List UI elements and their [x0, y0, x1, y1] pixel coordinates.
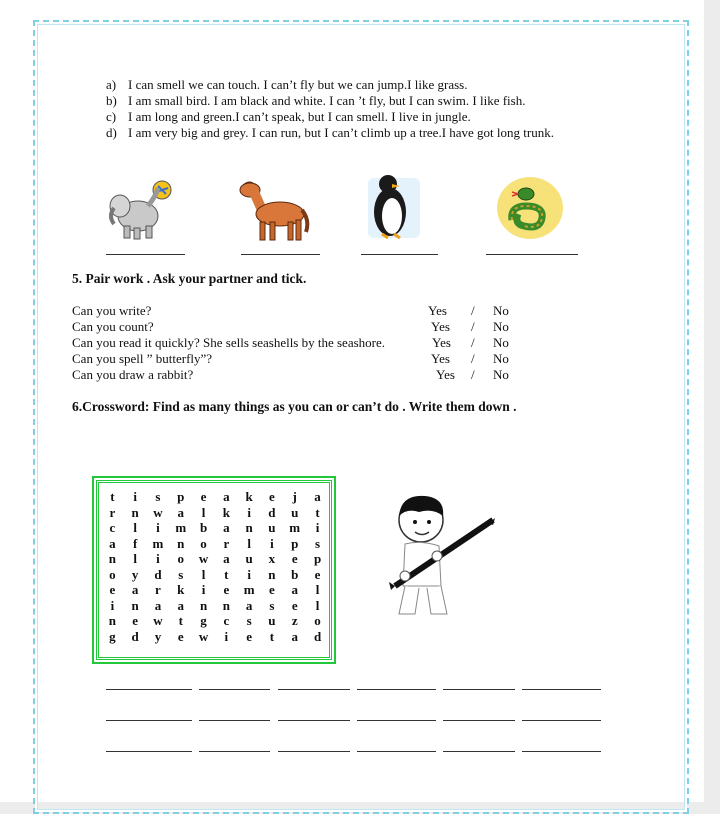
grid-letter[interactable]: g [200, 613, 207, 629]
grid-letter[interactable]: d [313, 628, 322, 644]
snake-picture [496, 176, 564, 240]
write-line[interactable] [106, 720, 192, 721]
grid-letter[interactable]: a [177, 597, 184, 613]
grid-letter[interactable]: l [133, 551, 137, 567]
grid-row [101, 536, 329, 552]
survey-question: Can you draw a rabbit? [72, 367, 194, 382]
grid-letter[interactable]: e [314, 566, 321, 582]
grid-letter[interactable]: w [153, 613, 163, 629]
grid-letter[interactable]: m [175, 520, 187, 536]
grid-letter[interactable]: a [131, 582, 139, 598]
separator: / [471, 367, 475, 382]
grid-letter[interactable]: p [291, 535, 299, 551]
elephant-picture [106, 176, 178, 242]
grid-letter[interactable]: k [245, 489, 253, 505]
grid-letter[interactable]: o [200, 535, 207, 551]
write-line[interactable] [199, 689, 270, 690]
riddle-c: c) I am long and green.I can’t speak, but I can smell. I live in jungle. [106, 109, 471, 124]
separator: / [471, 319, 475, 334]
grid-letter[interactable]: l [133, 520, 137, 536]
write-line[interactable] [278, 751, 350, 752]
yes-option[interactable]: Yes [432, 335, 451, 350]
grid-letter[interactable]: e [132, 613, 139, 629]
answer-line[interactable] [486, 254, 578, 255]
grid-row [101, 551, 329, 567]
survey-question: Can you spell ” butterfly”? [72, 351, 213, 366]
grid-letter[interactable]: l [201, 504, 206, 520]
grid-letter[interactable]: i [270, 535, 274, 551]
grid-letter[interactable]: i [315, 520, 320, 536]
grid-letter[interactable]: b [291, 566, 299, 582]
horse-picture [236, 176, 310, 244]
grid-letter[interactable]: w [198, 551, 209, 567]
grid-letter[interactable]: s [315, 535, 321, 551]
grid-row [101, 567, 329, 583]
penguin-picture [366, 168, 422, 242]
no-option[interactable]: No [493, 367, 509, 382]
grid-letter[interactable]: a [223, 551, 230, 567]
write-line[interactable] [357, 751, 436, 752]
write-line[interactable] [522, 689, 601, 690]
grid-letter[interactable]: a [154, 597, 162, 613]
grid-letter[interactable]: e [200, 489, 207, 505]
grid-letter[interactable]: a [314, 489, 321, 505]
grid-letter[interactable]: a [109, 535, 116, 551]
section-6-heading: 6.Crossword: Find as many things as you can or can’t do . Write them down . [72, 399, 517, 414]
grid-letter[interactable]: u [291, 504, 299, 520]
separator: / [471, 351, 475, 366]
grid-letter[interactable]: n [108, 613, 116, 629]
grid-row [101, 598, 329, 614]
survey-question: Can you write? [72, 303, 152, 318]
grid-letter[interactable]: a [177, 504, 184, 520]
grid-letter[interactable]: t [110, 489, 115, 505]
write-line[interactable] [106, 689, 192, 690]
grid-letter[interactable]: r [223, 535, 230, 551]
separator: / [471, 303, 475, 318]
grid-letter[interactable]: p [313, 551, 322, 567]
grid-letter[interactable]: j [292, 489, 297, 505]
grid-letter[interactable]: d [154, 566, 162, 582]
grid-letter[interactable]: e [177, 628, 184, 644]
write-line[interactable] [199, 720, 270, 721]
grid-letter[interactable]: d [268, 504, 276, 520]
grid-letter[interactable]: n [177, 535, 185, 551]
grid-letter[interactable]: e [291, 551, 298, 567]
no-option[interactable]: No [493, 351, 509, 366]
answer-line[interactable] [106, 254, 185, 255]
grid-letter[interactable]: l [201, 566, 206, 582]
grid-letter[interactable]: e [246, 628, 253, 644]
grid-letter[interactable]: l [315, 582, 320, 598]
word-search-table [101, 489, 329, 644]
grid-letter[interactable]: n [131, 597, 139, 613]
yes-option[interactable]: Yes [436, 367, 455, 382]
grid-letter[interactable]: m [152, 535, 164, 551]
grid-letter[interactable]: a [291, 582, 298, 598]
grid-letter[interactable]: m [243, 582, 255, 598]
grid-letter[interactable]: t [178, 613, 183, 629]
grid-letter[interactable]: x [268, 551, 276, 567]
answer-line[interactable] [361, 254, 438, 255]
grid-letter[interactable]: s [246, 613, 252, 629]
grid-letter[interactable]: u [245, 551, 253, 567]
riddle-d: d) I am very big and grey. I can run, but I can’t climb up a tree.I have got long trunk. [106, 125, 554, 140]
grid-letter[interactable]: n [131, 504, 139, 520]
grid-letter[interactable]: a [291, 628, 298, 644]
grid-letter[interactable]: y [131, 566, 139, 582]
grid-row [101, 629, 329, 645]
grid-letter[interactable]: c [223, 613, 230, 629]
grid-letter[interactable]: f [132, 535, 138, 551]
riddle-a: a) I can smell we can touch. I can’t fly but we can jump.I like grass. [106, 77, 468, 92]
grid-letter[interactable]: l [247, 535, 251, 551]
grid-letter[interactable]: d [131, 628, 139, 644]
write-line[interactable] [522, 751, 601, 752]
grid-row [101, 505, 329, 521]
grid-letter[interactable]: u [268, 613, 276, 629]
no-option[interactable]: No [493, 303, 509, 318]
grid-letter[interactable]: z [291, 613, 298, 629]
grid-letter[interactable]: g [109, 628, 116, 644]
write-line[interactable] [443, 720, 515, 721]
grid-letter[interactable]: i [247, 504, 251, 520]
grid-row [101, 613, 329, 629]
answer-line[interactable] [241, 254, 320, 255]
grid-letter[interactable]: i [156, 551, 160, 567]
boy-with-pencil-picture [385, 490, 495, 620]
grid-letter[interactable]: i [156, 520, 160, 536]
write-line[interactable] [278, 720, 350, 721]
grid-letter[interactable]: n [268, 566, 276, 582]
yes-option[interactable]: Yes [428, 303, 447, 318]
grid-letter[interactable]: w [198, 628, 209, 644]
grid-letter[interactable]: i [110, 597, 115, 613]
grid-row [101, 489, 329, 505]
grid-letter[interactable]: i [224, 628, 229, 644]
write-line[interactable] [106, 751, 192, 752]
grid-letter[interactable]: i [247, 566, 251, 582]
grid-letter[interactable]: o [177, 551, 184, 567]
write-line[interactable] [443, 751, 515, 752]
grid-letter[interactable]: n [199, 597, 208, 613]
grid-letter[interactable]: n [222, 597, 230, 613]
word-search-grid [96, 480, 332, 660]
grid-letter[interactable]: e [269, 582, 275, 598]
grid-letter[interactable]: t [224, 566, 229, 582]
grid-letter[interactable]: e [269, 489, 275, 505]
grid-letter[interactable]: e [223, 582, 230, 598]
section-5-heading: 5. Pair work . Ask your partner and tick. [72, 271, 307, 286]
grid-letter[interactable]: r [155, 582, 161, 598]
grid-letter[interactable]: e [291, 597, 298, 613]
grid-letter[interactable]: p [177, 489, 185, 505]
grid-letter[interactable]: m [289, 520, 301, 536]
grid-letter[interactable]: s [178, 566, 184, 582]
survey-question: Can you count? [72, 319, 154, 334]
grid-letter[interactable]: t [315, 504, 320, 520]
grid-letter[interactable]: i [133, 489, 137, 505]
no-option[interactable]: No [493, 319, 509, 334]
separator: / [471, 335, 475, 350]
grid-letter[interactable]: n [245, 520, 253, 536]
grid-letter[interactable]: s [269, 597, 275, 613]
write-line[interactable] [199, 751, 270, 752]
grid-letter[interactable]: t [269, 628, 275, 644]
write-line[interactable] [357, 720, 436, 721]
grid-letter[interactable]: o [314, 613, 321, 629]
grid-letter[interactable]: u [268, 520, 276, 536]
write-line[interactable] [443, 689, 515, 690]
write-line[interactable] [278, 689, 350, 690]
yes-option[interactable]: Yes [431, 319, 450, 334]
write-line[interactable] [522, 720, 601, 721]
write-line[interactable] [357, 689, 436, 690]
grid-letter[interactable]: c [109, 520, 116, 536]
survey-question: Can you read it quickly? She sells seashells by the seashore. [72, 335, 386, 350]
grid-letter[interactable]: y [154, 628, 162, 644]
grid-letter[interactable]: k [222, 504, 230, 520]
yes-option[interactable]: Yes [431, 351, 450, 366]
grid-letter[interactable]: n [108, 551, 116, 567]
grid-letter[interactable]: a [223, 489, 230, 505]
grid-letter[interactable]: b [199, 520, 208, 536]
grid-letter[interactable]: a [245, 597, 253, 613]
grid-letter[interactable]: l [315, 597, 320, 613]
grid-row [101, 520, 329, 536]
grid-letter[interactable]: o [109, 566, 116, 582]
riddle-list [106, 77, 554, 141]
grid-letter[interactable]: i [201, 582, 206, 598]
no-option[interactable]: No [493, 335, 509, 350]
grid-letter[interactable]: a [223, 520, 230, 536]
grid-row [101, 582, 329, 598]
riddle-b: b) I am small bird. I am black and white. I can ’t fly, but I can swim. I like fish. [106, 93, 526, 108]
grid-letter[interactable]: w [153, 504, 163, 520]
grid-letter[interactable]: s [155, 489, 161, 505]
grid-letter[interactable]: k [177, 582, 185, 598]
grid-letter[interactable]: r [109, 504, 116, 520]
grid-letter[interactable]: e [109, 582, 116, 598]
